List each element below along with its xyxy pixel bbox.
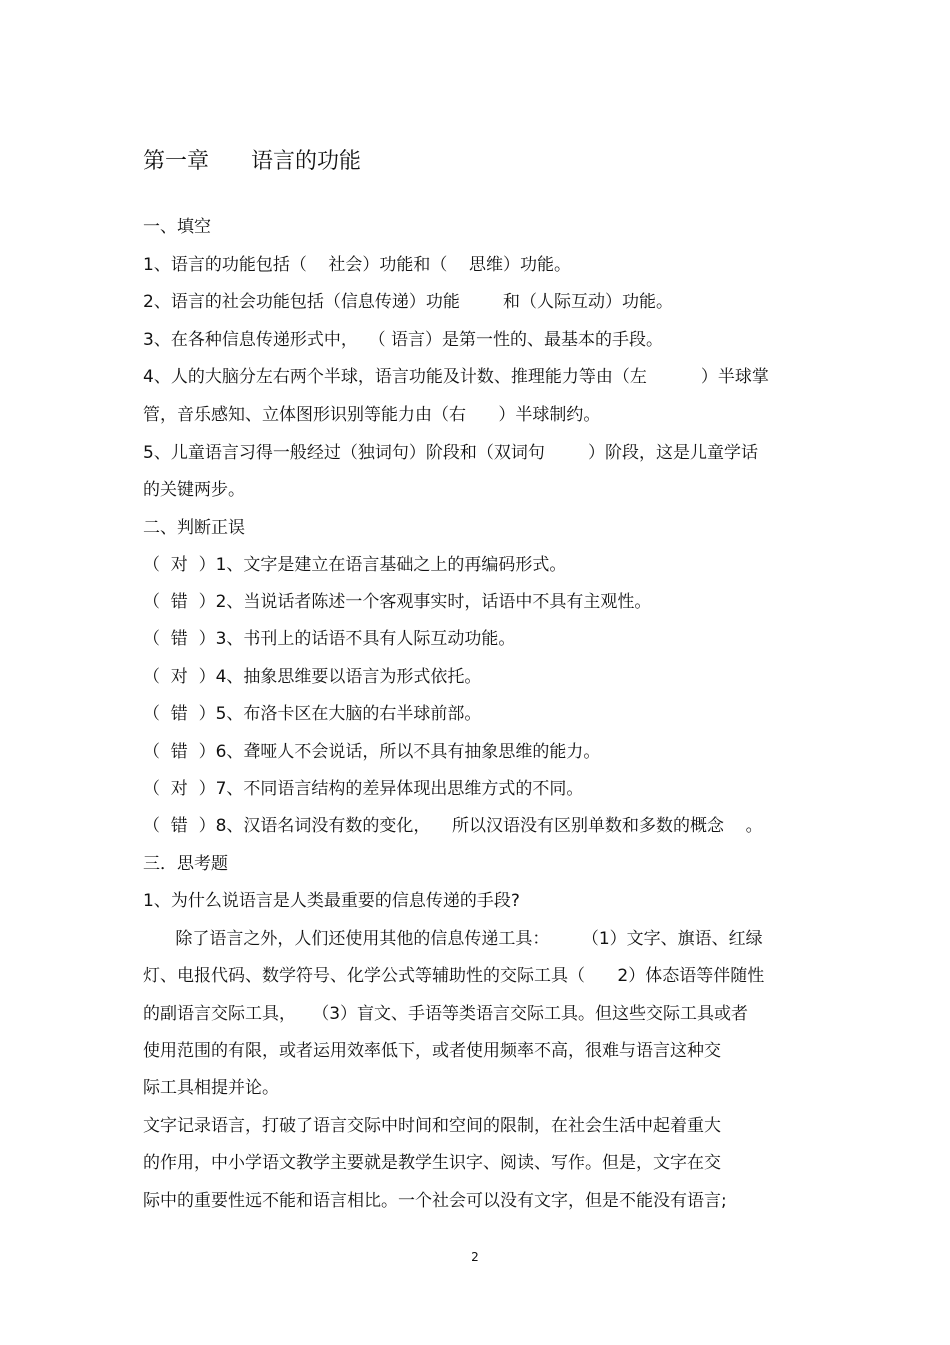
true-false-item: （ 对 ）1、文字是建立在语言基础之上的再编码形式。 bbox=[143, 555, 567, 575]
answer-line: 的副语言交际工具， （3）盲文、手语等类语言交际工具。但这些交际工具或者 bbox=[143, 1004, 749, 1024]
fill-blank-line: 2、语言的社会功能包括（信息传递）功能 和（人际互动）功能。 bbox=[143, 292, 674, 312]
true-false-item: （ 错 ）2、当说话者陈述一个客观事实时，话语中不具有主观性。 bbox=[143, 592, 652, 612]
true-false-item: （ 错 ）6、聋哑人不会说话，所以不具有抽象思维的能力。 bbox=[143, 742, 601, 762]
answer-line: 除了语言之外，人们还使用其他的信息传递工具： （1）文字、旗语、红绿 bbox=[143, 929, 763, 949]
page-number: 2 bbox=[471, 1250, 479, 1264]
answer-line: 灯、电报代码、数学符号、化学公式等辅助性的交际工具（ 2）体态语等伴随性 bbox=[143, 966, 765, 986]
true-false-item: （ 对 ）4、抽象思维要以语言为形式依托。 bbox=[143, 667, 482, 687]
fill-blank-line: 1、语言的功能包括（ 社会）功能和（ 思维）功能。 bbox=[143, 255, 572, 275]
section-heading-discussion: 三．思考题 bbox=[143, 854, 228, 874]
fill-blank-line: 5、儿童语言习得一般经过（独词句）阶段和（双词句 ）阶段，这是儿童学话 bbox=[143, 443, 759, 463]
true-false-item: （ 错 ）3、书刊上的话语不具有人际互动功能。 bbox=[143, 629, 516, 649]
chapter-title: 第一章 语言的功能 bbox=[143, 149, 361, 174]
answer-line: 文字记录语言，打破了语言交际中时间和空间的限制，在社会生活中起着重大 bbox=[143, 1116, 721, 1136]
true-false-item: （ 对 ）7、不同语言结构的差异体现出思维方式的不同。 bbox=[143, 779, 584, 799]
section-heading-fill-blank: 一、填空 bbox=[143, 217, 211, 237]
fill-blank-line: 管，音乐感知、立体图形识别等能力由（右 ）半球制约。 bbox=[143, 405, 601, 425]
discussion-question: 1、为什么说语言是人类最重要的信息传递的手段? bbox=[143, 891, 520, 911]
answer-line: 际工具相提并论。 bbox=[143, 1078, 279, 1098]
fill-blank-line: 3、在各种信息传递形式中， （ 语言）是第一性的、最基本的手段。 bbox=[143, 330, 664, 350]
answer-line: 的作用，中小学语文教学主要就是教学生识字、阅读、写作。但是，文字在交 bbox=[143, 1153, 721, 1173]
fill-blank-line: 4、人的大脑分左右两个半球，语言功能及计数、推理能力等由（左 ）半球掌 bbox=[143, 367, 769, 387]
true-false-item: （ 错 ）8、汉语名词没有数的变化， 所以汉语没有区别单数和多数的概念 。 bbox=[143, 816, 763, 836]
true-false-item: （ 错 ）5、布洛卡区在大脑的右半球前部。 bbox=[143, 704, 482, 724]
section-heading-true-false: 二、判断正误 bbox=[143, 518, 245, 538]
answer-line: 际中的重要性远不能和语言相比。一个社会可以没有文字，但是不能没有语言; bbox=[143, 1191, 727, 1211]
answer-line: 使用范围的有限，或者运用效率低下，或者使用频率不高，很难与语言这种交 bbox=[143, 1041, 721, 1061]
fill-blank-line: 的关键两步。 bbox=[143, 480, 245, 500]
